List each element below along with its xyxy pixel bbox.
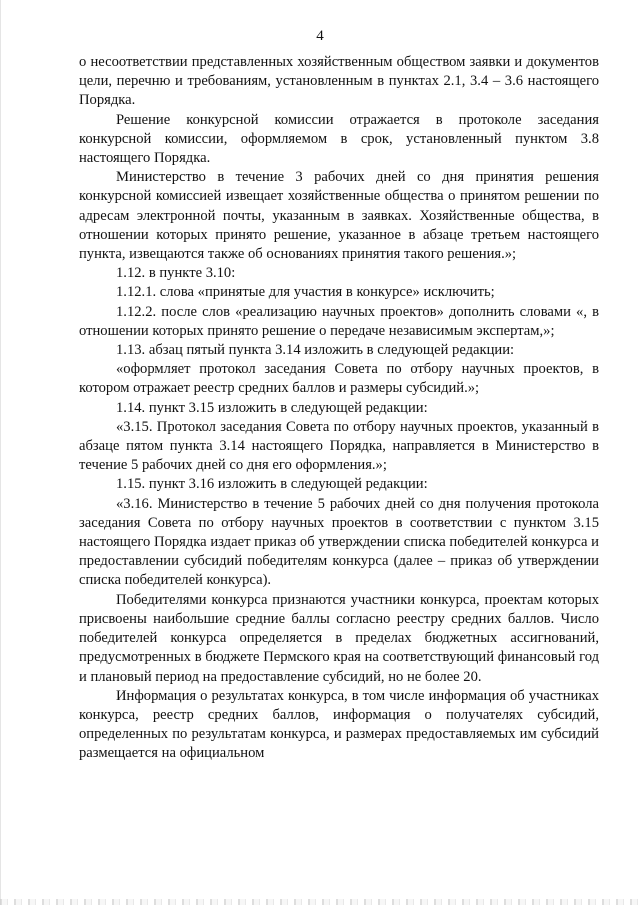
paragraph: «3.16. Министерство в течение 5 рабочих дней со дня получения протокола заседания Совета по отбору научных проектов в соответствии с пунктом 3.15 настоящего Порядка издает приказ об утверждении списка победителей конкурса и предоставлении субсидий победителям конкурса (далее – приказ об утверждении списка победителей конкурса).	[79, 495, 599, 589]
paragraph: Решение конкурсной комиссии отражается в протоколе заседания конкурсной комиссии, оформляемом в срок, установленный пунктом 3.8 настоящего Порядка.	[79, 111, 599, 167]
paragraph: 1.12.1. слова «принятые для участия в конкурсе» исключить;	[116, 284, 495, 301]
paragraph: 1.12.2. после слов «реализацию научных проектов» дополнить словами «, в отношении которых принято решение о передаче независимым экспертам,»;	[79, 303, 599, 339]
paragraph: 1.15. пункт 3.16 изложить в следующей редакции:	[116, 476, 428, 493]
paragraph: 1.12. в пункте 3.10:	[116, 265, 236, 282]
paragraph: Информация о результатах конкурса, в том числе информация об участниках конкурса, реестр средних баллов, информация о получателях субсидий, определенных по результатам конкурса, и размерах предоставляемых им субсидий размещается на официальном	[79, 687, 599, 762]
page-number: 4	[316, 28, 324, 44]
scan-left-edge	[0, 0, 1, 905]
paragraph: Министерство в течение 3 рабочих дней со дня принятия решения конкурсной комиссией извещает хозяйственные общества о принятом решении по адресам электронной почты, указанным в заявках. Хозяйственные общества, в отношении которых принято решение, указанное в абзаце третьем настоящего пункта, извещаются также об основаниях принятия такого решения.»;	[79, 169, 599, 263]
paragraph: «3.15. Протокол заседания Совета по отбору научных проектов, указанный в абзаце пятом пункта 3.14 настоящего Порядка, направляется в Министерство в течение 5 рабочих дней со дня его оформления.»;	[79, 418, 599, 474]
scan-bottom-edge	[0, 899, 640, 905]
document-body	[79, 53, 599, 764]
paragraph: о несоответствии представленных хозяйственным обществом заявки и документов цели, перечню и требованиям, установленным в пунктах 2.1, 3.4 – 3.6 настоящего Порядка.	[79, 54, 599, 109]
paragraph: 1.14. пункт 3.15 изложить в следующей редакции:	[116, 399, 428, 416]
paragraph: Победителями конкурса признаются участники конкурса, проектам которых присвоены наибольшие средние баллы согласно реестру средних баллов. Число победителей конкурса определяется в пределах бюджетных ассигнований, предусмотренных в бюджете Пермского края на соответствующий финансовый год и плановый период на предоставление субсидий, но не более 20.	[79, 591, 599, 685]
paragraph: 1.13. абзац пятый пункта 3.14 изложить в следующей редакции:	[116, 342, 515, 359]
paragraph: «оформляет протокол заседания Совета по отбору научных проектов, в котором отражает реестр средних баллов и размеры субсидий.»;	[79, 361, 599, 397]
